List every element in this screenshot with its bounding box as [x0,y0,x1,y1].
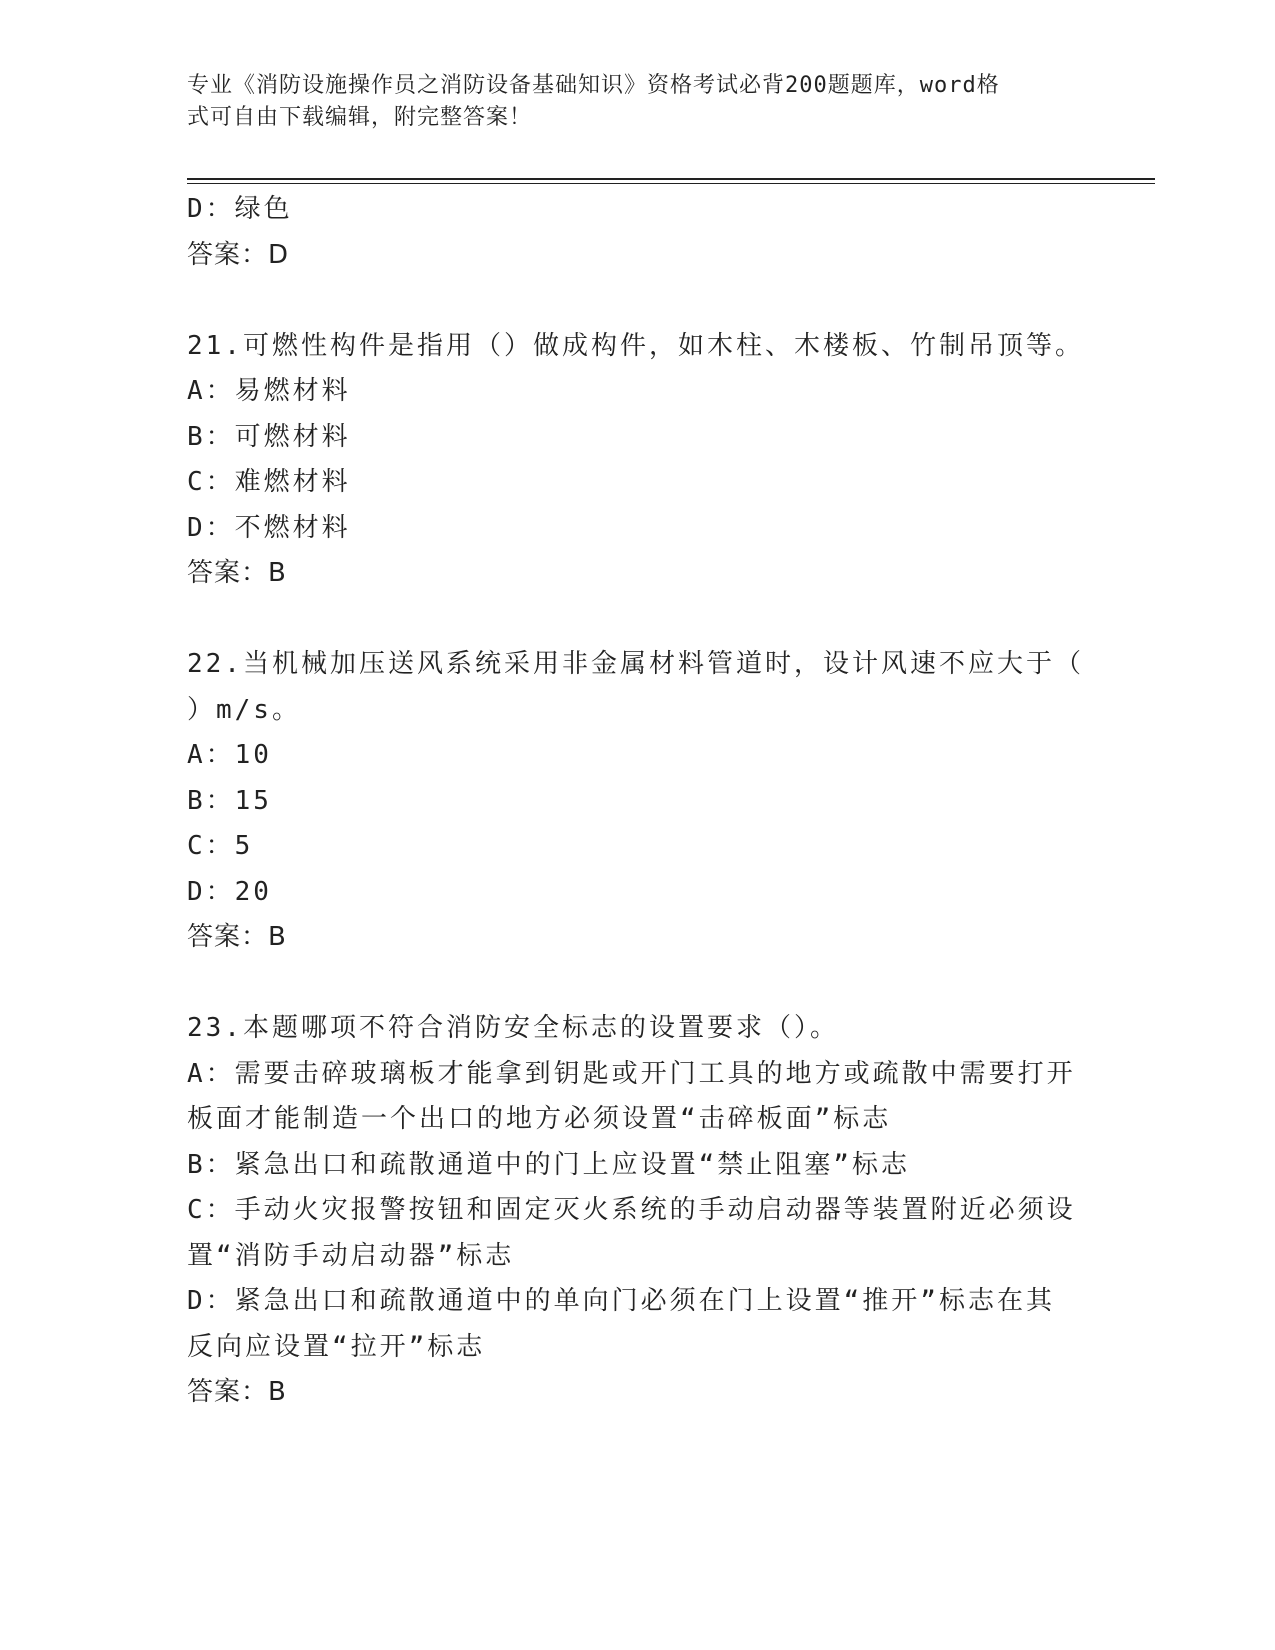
option-a: A：易燃材料 [187,376,351,406]
option-d: D：20 [187,876,272,907]
question-stem: 23.本题哪项不符合消防安全标志的设置要求（）。 [187,1013,839,1043]
option-d-line-2: 反向应设置“拉开”标志 [187,1331,486,1362]
question-list [187,187,1087,1416]
option-a-line-2: 板面才能制造一个出口的地方必须设置“击碎板面”标志 [187,1104,892,1134]
option-d-line-1: D：紧急出口和疏散通道中的单向门必须在门上设置“推开”标志在其 [187,1286,1055,1316]
answer: 答案：D [187,239,290,270]
option-c-line-1: C：手动火灾报警按钮和固定灭火系统的手动启动器等装置附近必须设 [187,1195,1076,1225]
option-a-line-1: A：需要击碎玻璃板才能拿到钥匙或开门工具的地方或疏散中需要打开 [187,1058,1076,1089]
option-c-line-2: 置“消防手动启动器”标志 [187,1240,515,1271]
header-divider-thin [187,183,1155,184]
spacer [187,597,1087,643]
option-d: D：不燃材料 [187,512,351,543]
question-stem-line-2: ）m/s。 [187,694,301,725]
option-c: C：难燃材料 [187,467,351,497]
header-line-1: 专业《消防设施操作员之消防设备基础知识》资格考试必背200题题库，word格 [187,73,1000,98]
option-c: C：5 [187,831,254,861]
spacer [187,961,1087,1007]
header-line-2: 式可自由下载编辑，附完整答案！ [187,105,533,130]
option-b: B：紧急出口和疏散通道中的门上应设置“禁止阻塞”标志 [187,1149,910,1180]
question-21 [187,324,1087,597]
header-divider-thick [187,178,1155,180]
answer: 答案：B [187,558,287,588]
option-b: B：15 [187,785,272,816]
option-a: A：10 [187,740,272,770]
question-stem-line-1: 22.当机械加压送风系统采用非金属材料管道时，设计风速不应大于（ [187,649,1084,679]
question-stem: 21.可燃性构件是指用（）做成构件，如木柱、木楼板、竹制吊顶等。 [187,330,1084,361]
spacer [187,278,1087,324]
document-header [187,70,1067,134]
question-23 [187,1006,1087,1416]
answer: 答案：B [187,1377,287,1407]
option-b: B：可燃材料 [187,421,351,452]
option-d: D：绿色 [187,194,293,224]
answer: 答案：B [187,922,287,952]
question-22 [187,642,1087,961]
previous-question-tail [187,187,1087,278]
